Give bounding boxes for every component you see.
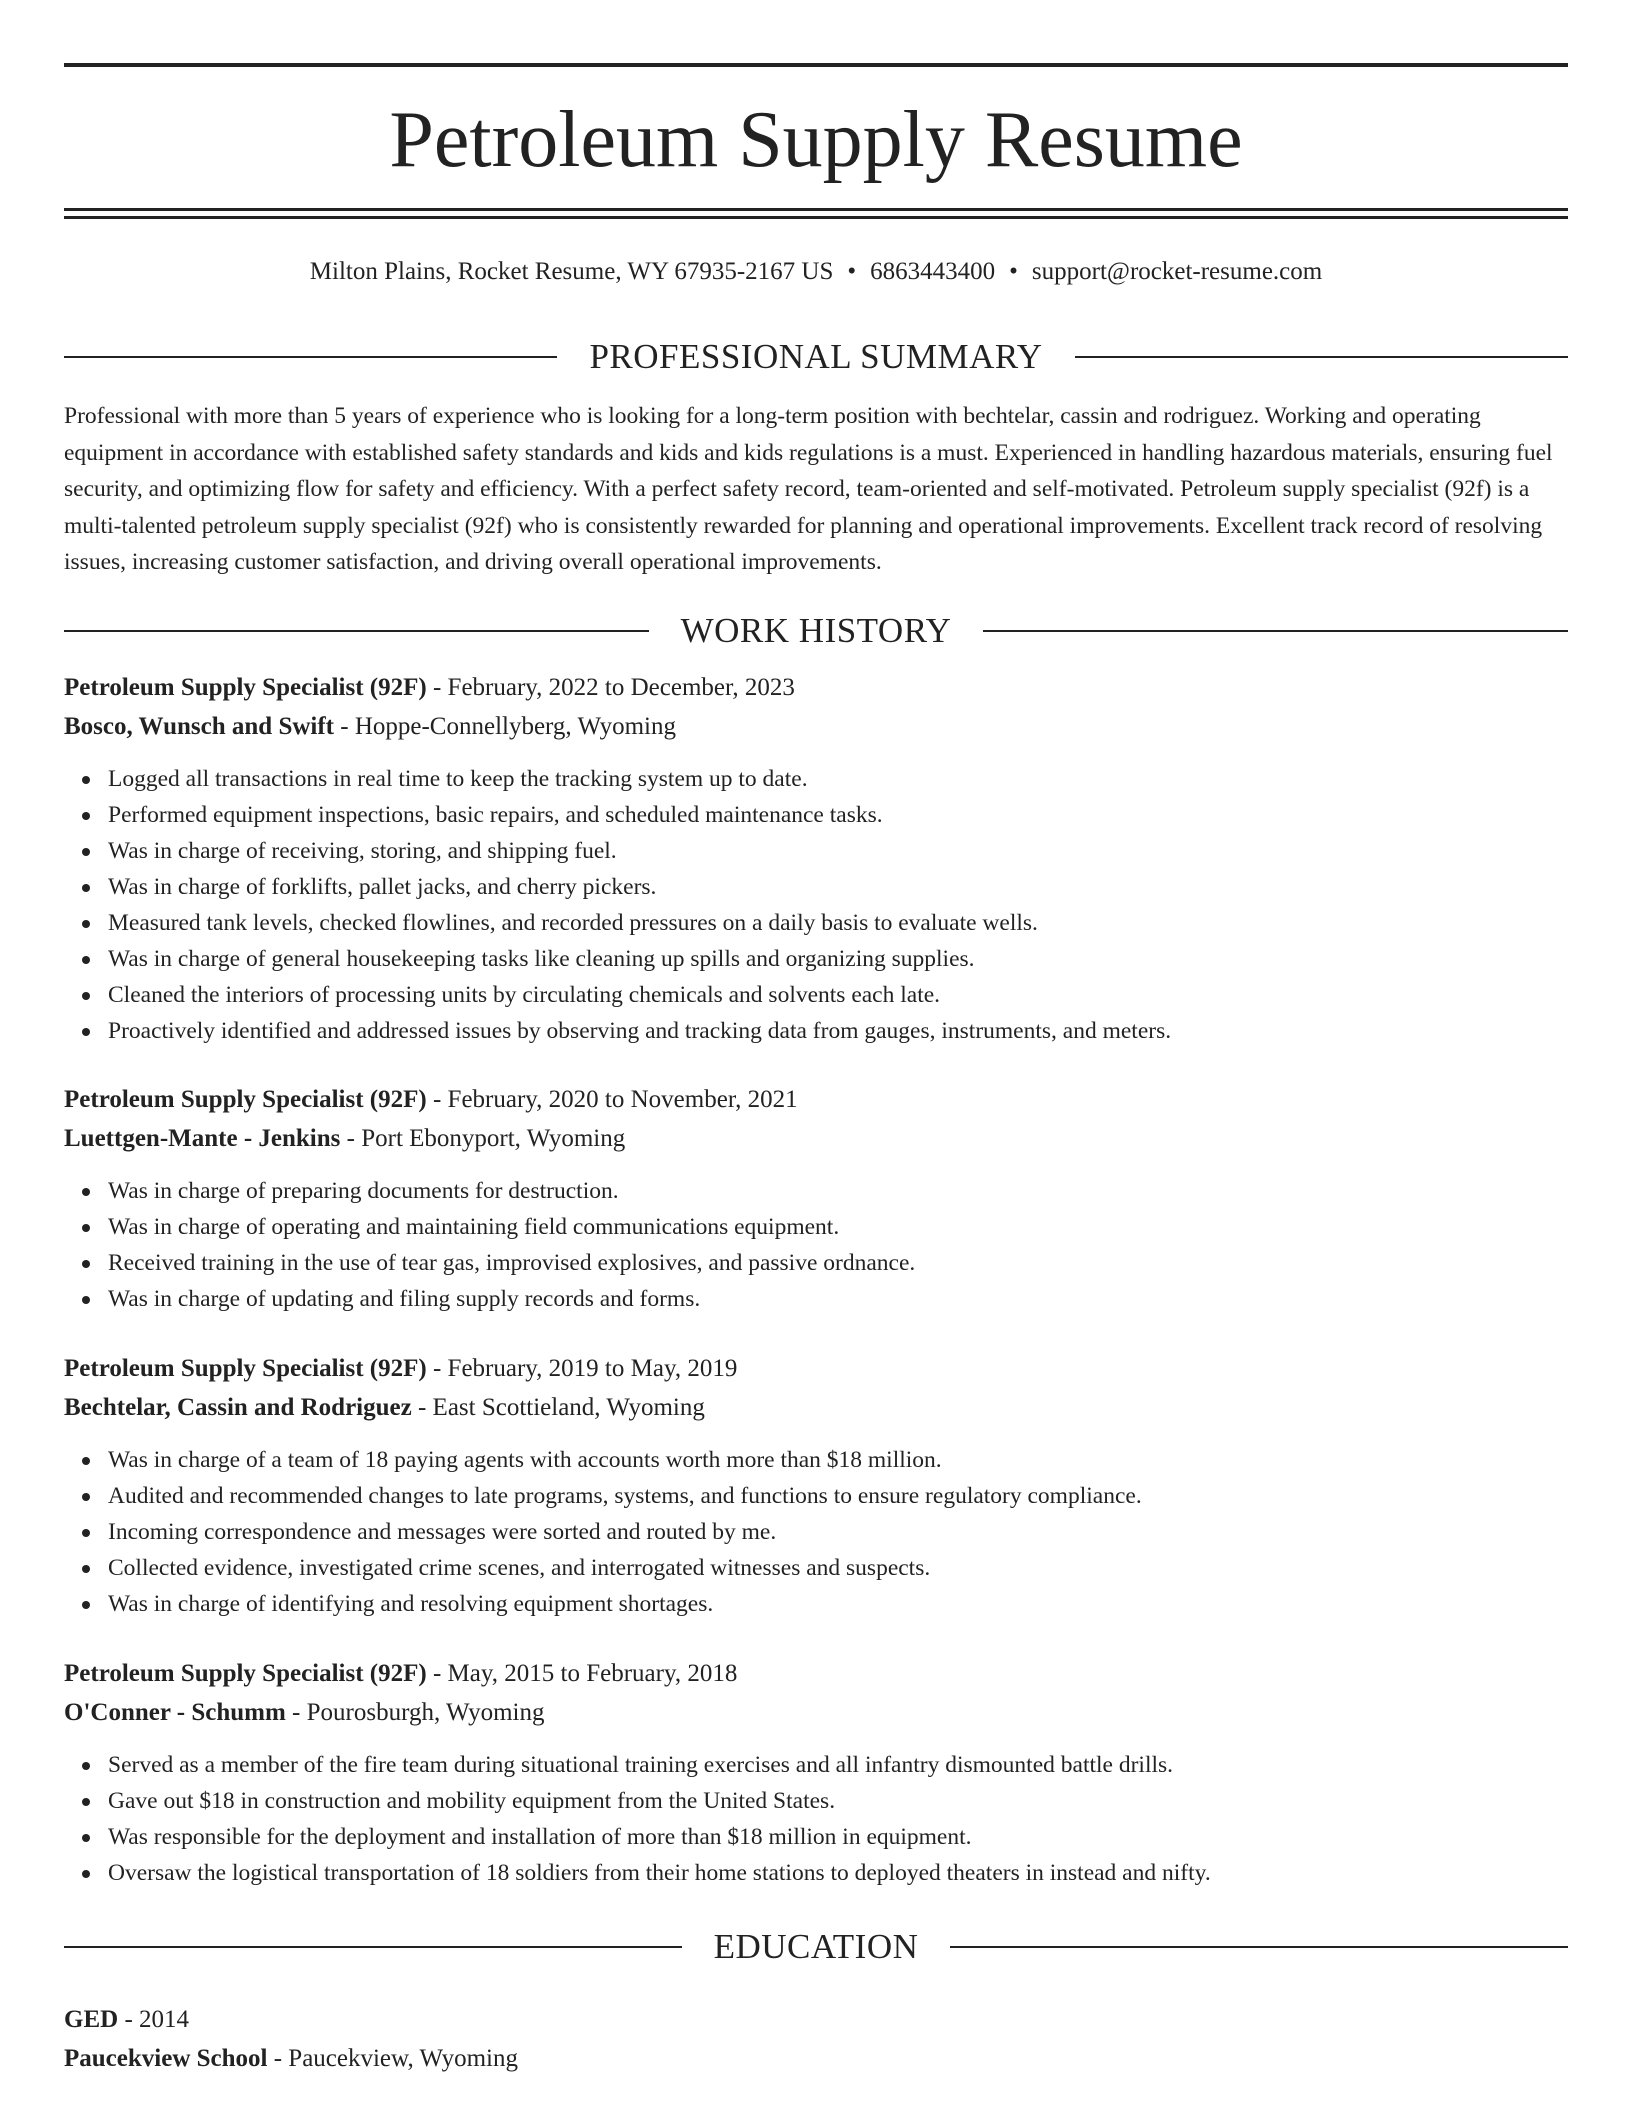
section-title: EDUCATION	[713, 1927, 919, 1966]
job-company-line	[64, 1694, 1568, 1733]
section-rule	[1075, 356, 1568, 358]
section-rule	[64, 356, 557, 358]
job-company-line	[64, 1120, 1568, 1159]
education-school-line	[64, 2039, 1568, 2078]
education-year: - 2014	[118, 2006, 190, 2033]
job-duties-list	[64, 1747, 1568, 1891]
list-item: Collected evidence, investigated crime scenes, and interrogated witnesses and suspects.	[108, 1550, 1568, 1586]
job-duties-list	[64, 1442, 1568, 1622]
list-item: Oversaw the logistical transportation of 18 soldiers from their home stations to deployed theaters in instead and nifty.	[108, 1855, 1568, 1891]
job-title-line	[64, 1350, 1568, 1389]
contact-email: support@rocket-resume.com	[1031, 258, 1323, 285]
job-company: Bechtelar, Cassin and Rodriguez	[64, 1393, 412, 1421]
section-rule	[64, 1946, 682, 1948]
section-header-work-history	[64, 609, 1568, 653]
job-dates: - February, 2022 to December, 2023	[426, 674, 795, 701]
job-title-line	[64, 1655, 1568, 1694]
education-degree-line	[64, 2000, 1568, 2039]
section-header-education	[64, 1925, 1568, 1969]
list-item: Was in charge of updating and filing supply records and forms.	[108, 1281, 1568, 1317]
job-duties-list	[64, 761, 1568, 1049]
contact-line	[64, 254, 1568, 290]
section-rule	[983, 630, 1568, 632]
professional-summary: Professional with more than 5 years of experience who is looking for a long-term position with bechtelar, cassin and rodriguez. Working and operating equipment in accordance with established safety standards and kids and kids regulations is a must. Experienced in handling hazardous materials, ensuring fuel security, and optimizing flow for safety and efficiency. With a perfect safety record, team-oriented and self-motivated. Petroleum supply specialist (92f) is a multi-talented petroleum supply specialist (92f) who is consistently rewarded for planning and operational improvements. Excellent track record of resolving issues, increasing customer satisfaction, and driving overall operational improvements.	[64, 403, 1553, 575]
education-entry	[64, 2000, 1568, 2078]
title-rule-upper	[64, 208, 1568, 211]
job-location: - Pourosburgh, Wyoming	[285, 1698, 545, 1726]
list-item: Was in charge of receiving, storing, and shipping fuel.	[108, 833, 1568, 869]
list-item: Was in charge of general housekeeping tasks like cleaning up spills and organizing supplies.	[108, 941, 1568, 977]
job-company: Luettgen-Mante - Jenkins	[64, 1124, 341, 1152]
list-item: Was responsible for the deployment and installation of more than $18 million in equipment.	[108, 1819, 1568, 1855]
list-item: Logged all transactions in real time to keep the tracking system up to date.	[108, 761, 1568, 797]
job-dates: - May, 2015 to February, 2018	[426, 1660, 738, 1687]
list-item: Received training in the use of tear gas, improvised explosives, and passive ordnance.	[108, 1245, 1568, 1281]
list-item: Was in charge of preparing documents for destruction.	[108, 1173, 1568, 1209]
job-entry	[64, 669, 1568, 1049]
job-dates: - February, 2020 to November, 2021	[426, 1086, 798, 1113]
resume-title: Petroleum Supply Resume	[389, 96, 1243, 184]
section-rule	[64, 630, 649, 632]
job-duties-list	[64, 1173, 1568, 1317]
list-item: Incoming correspondence and messages were sorted and routed by me.	[108, 1514, 1568, 1550]
job-title-line	[64, 669, 1568, 708]
job-entry	[64, 1081, 1568, 1317]
section-rule	[950, 1946, 1568, 1948]
job-entry	[64, 1655, 1568, 1891]
list-item: Was in charge of forklifts, pallet jacks, and cherry pickers.	[108, 869, 1568, 905]
list-item: Gave out $18 in construction and mobility equipment from the United States.	[108, 1783, 1568, 1819]
list-item: Cleaned the interiors of processing units by circulating chemicals and solvents each late.	[108, 977, 1568, 1013]
job-dates: - February, 2019 to May, 2019	[426, 1355, 738, 1382]
job-title: Petroleum Supply Specialist (92F)	[64, 1355, 427, 1382]
contact-separator: •	[847, 258, 857, 285]
job-company-line	[64, 1389, 1568, 1428]
education-location: - Paucekview, Wyoming	[267, 2045, 518, 2072]
job-company-line	[64, 708, 1568, 747]
list-item: Performed equipment inspections, basic repairs, and scheduled maintenance tasks.	[108, 797, 1568, 833]
job-title: Petroleum Supply Specialist (92F)	[64, 1086, 427, 1113]
list-item: Proactively identified and addressed issues by observing and tracking data from gauges, instruments, and meters.	[108, 1013, 1568, 1049]
job-location: - East Scottieland, Wyoming	[411, 1393, 705, 1421]
section-header-summary	[64, 335, 1568, 379]
section-title: PROFESSIONAL SUMMARY	[589, 337, 1043, 376]
job-entry	[64, 1350, 1568, 1622]
list-item: Was in charge of a team of 18 paying agents with accounts worth more than $18 million.	[108, 1442, 1568, 1478]
section-title: WORK HISTORY	[680, 611, 952, 650]
list-item: Was in charge of identifying and resolving equipment shortages.	[108, 1586, 1568, 1622]
title-rule-lower	[64, 216, 1568, 219]
job-title: Petroleum Supply Specialist (92F)	[64, 1660, 427, 1687]
list-item: Was in charge of operating and maintaining field communications equipment.	[108, 1209, 1568, 1245]
job-location: - Hoppe-Connellyberg, Wyoming	[334, 712, 676, 740]
job-title: Petroleum Supply Specialist (92F)	[64, 674, 427, 701]
contact-phone: 6863443400	[870, 258, 996, 285]
education-degree: GED	[64, 2006, 119, 2033]
job-company: O'Conner - Schumm	[64, 1698, 286, 1726]
contact-address: Milton Plains, Rocket Resume, WY 67935-2167 US	[309, 258, 834, 285]
list-item: Served as a member of the fire team during situational training exercises and all infantry dismounted battle drills.	[108, 1747, 1568, 1783]
top-rule	[64, 63, 1568, 67]
job-company: Bosco, Wunsch and Swift	[64, 712, 334, 740]
education-school: Paucekview School	[64, 2045, 268, 2072]
list-item: Measured tank levels, checked flowlines, and recorded pressures on a daily basis to evaluate wells.	[108, 905, 1568, 941]
contact-separator: •	[1009, 258, 1018, 285]
job-title-line	[64, 1081, 1568, 1120]
list-item: Audited and recommended changes to late programs, systems, and functions to ensure regulatory compliance.	[108, 1478, 1568, 1514]
job-location: - Port Ebonyport, Wyoming	[340, 1124, 626, 1152]
